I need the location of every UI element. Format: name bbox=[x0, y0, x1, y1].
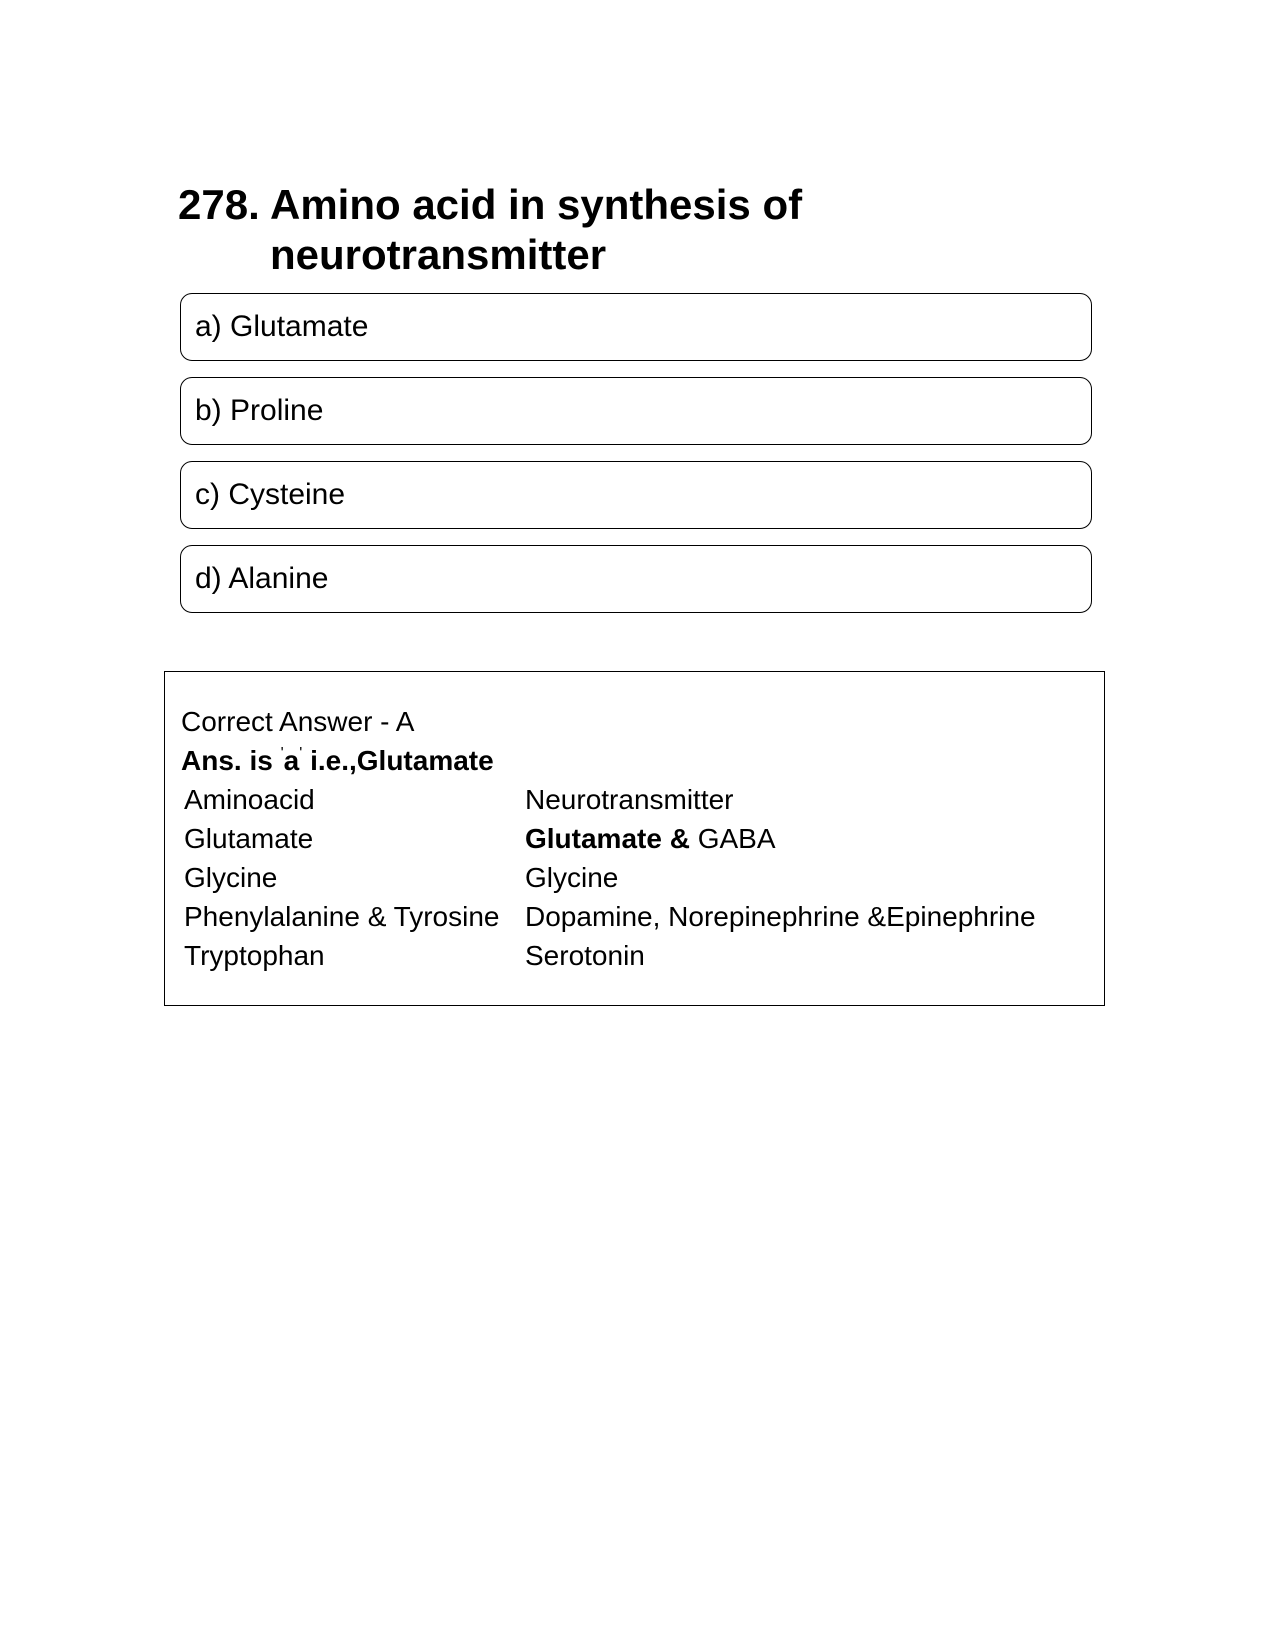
option-a[interactable] bbox=[180, 293, 1092, 361]
amino-neurotransmitter-table bbox=[184, 780, 1036, 975]
amino-cell: Tryptophan bbox=[184, 940, 325, 971]
explanation-letter: a bbox=[283, 745, 300, 776]
question-number: 278. bbox=[178, 181, 260, 228]
explanation-tick-close: ' bbox=[299, 745, 303, 762]
question-header bbox=[178, 180, 1078, 280]
header-neurotransmitter: Neurotransmitter bbox=[525, 784, 734, 815]
explanation-suffix: i.e.,Glutamate bbox=[310, 745, 494, 776]
neuro-cell: Glycine bbox=[525, 862, 619, 893]
neuro-cell: Serotonin bbox=[525, 940, 645, 971]
amino-cell: Glycine bbox=[184, 862, 278, 893]
neuro-cell: Dopamine, Norepinephrine &Epinephrine bbox=[525, 901, 1036, 932]
table-row bbox=[184, 858, 1036, 897]
neuro-cell bbox=[525, 819, 1036, 858]
answer-box bbox=[164, 671, 1105, 1006]
amino-cell: Glutamate bbox=[184, 823, 314, 854]
table-row bbox=[184, 819, 1036, 858]
option-d-label: d) Alanine bbox=[195, 562, 329, 595]
header-aminoacid: Aminoacid bbox=[184, 784, 315, 815]
explanation-tick-open: ' bbox=[280, 745, 284, 762]
option-b[interactable] bbox=[180, 377, 1092, 445]
table-row bbox=[184, 936, 1036, 975]
option-d[interactable] bbox=[180, 545, 1092, 613]
option-b-label: b) Proline bbox=[195, 394, 324, 427]
table-header-row bbox=[184, 780, 1036, 819]
correct-answer: Correct Answer - A bbox=[181, 706, 415, 737]
neuro-cell-bold: Glutamate & bbox=[525, 823, 690, 854]
explanation-prefix: Ans. is bbox=[181, 745, 273, 776]
question-text: Amino acid in synthesis of neurotransmitter bbox=[270, 181, 803, 278]
options-list bbox=[180, 293, 1092, 629]
option-c-label: c) Cysteine bbox=[195, 478, 346, 511]
neuro-cell-rest: GABA bbox=[689, 823, 776, 854]
option-a-label: a) Glutamate bbox=[195, 310, 369, 343]
table-row bbox=[184, 897, 1036, 936]
amino-cell: Phenylalanine & Tyrosine bbox=[184, 901, 500, 932]
answer-explanation bbox=[181, 741, 494, 785]
option-c[interactable] bbox=[180, 461, 1092, 529]
